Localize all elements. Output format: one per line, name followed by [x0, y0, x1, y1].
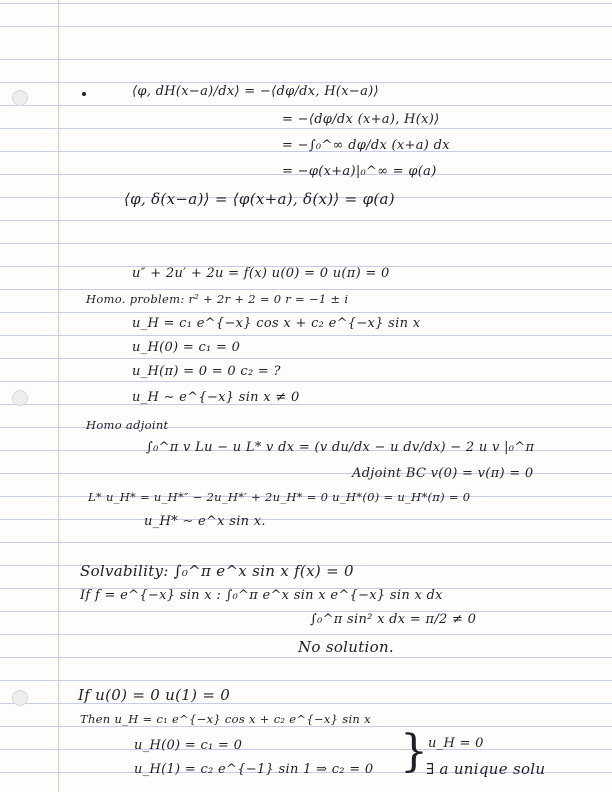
line-5: ⟨φ, δ(x−a)⟩ = ⟨φ(x+a), δ(x)⟩ = φ(a)	[124, 190, 395, 208]
line-6: u″ + 2u′ + 2u = f(x) u(0) = 0 u(π) = 0	[132, 266, 390, 281]
line-22: Then u_H = c₁ e^{−x} cos x + c₂ e^{−x} sin x	[80, 712, 371, 726]
line-16: u_H* ∼ e^x sin x.	[144, 514, 266, 529]
line-17: Solvability: ∫₀^π e^x sin x f(x) = 0	[80, 562, 354, 580]
line-23: u_H(0) = c₁ = 0	[134, 738, 243, 753]
line-7: Homo. problem: r² + 2r + 2 = 0 r = −1 ± i	[86, 292, 349, 306]
line-10: u_H(π) = 0 = 0 c₂ = ?	[132, 364, 281, 379]
line-26: ∃ a unique solu	[426, 760, 546, 778]
curly-brace: }	[400, 726, 428, 777]
line-9: u_H(0) = c₁ = 0	[132, 340, 241, 355]
line-15: L* u_H* = u_H*″ − 2u_H*′ + 2u_H* = 0 u_H*(0) = u_H*(π) = 0	[88, 490, 471, 504]
punch-hole	[12, 690, 28, 706]
line-8: u_H = c₁ e^{−x} cos x + c₂ e^{−x} sin x	[132, 316, 421, 331]
line-4: = −φ(x+a)|₀^∞ = φ(a)	[282, 164, 437, 179]
bullet-dot	[82, 92, 86, 96]
line-3: = −∫₀^∞ dφ/dx (x+a) dx	[282, 138, 450, 153]
punch-hole	[12, 390, 28, 406]
line-13: ∫₀^π v Lu − u L* v dx = (v du/dx − u dv/dx) − 2 u v |₀^π	[146, 440, 535, 455]
margin-line	[58, 0, 59, 792]
line-11: u_H ∼ e^{−x} sin x ≠ 0	[132, 390, 300, 405]
line-21: If u(0) = 0 u(1) = 0	[78, 686, 231, 704]
line-18: If f = e^{−x} sin x : ∫₀^π e^x sin x e^{−x} sin x dx	[80, 588, 443, 603]
line-19: ∫₀^π sin² x dx = π/2 ≠ 0	[310, 612, 477, 627]
line-24: u_H(1) = c₂ e^{−1} sin 1 ⇒ c₂ = 0	[134, 762, 374, 777]
line-2: = −⟨dφ/dx (x+a), H(x)⟩	[282, 112, 440, 127]
line-25: u_H = 0	[428, 736, 484, 751]
line-1: ⟨φ, dH(x−a)/dx⟩ = −⟨dφ/dx, H(x−a)⟩	[132, 84, 379, 99]
line-12: Homo adjoint	[86, 418, 169, 432]
line-14: Adjoint BC v(0) = v(π) = 0	[352, 466, 534, 481]
line-20: No solution.	[298, 638, 394, 656]
punch-hole	[12, 90, 28, 106]
